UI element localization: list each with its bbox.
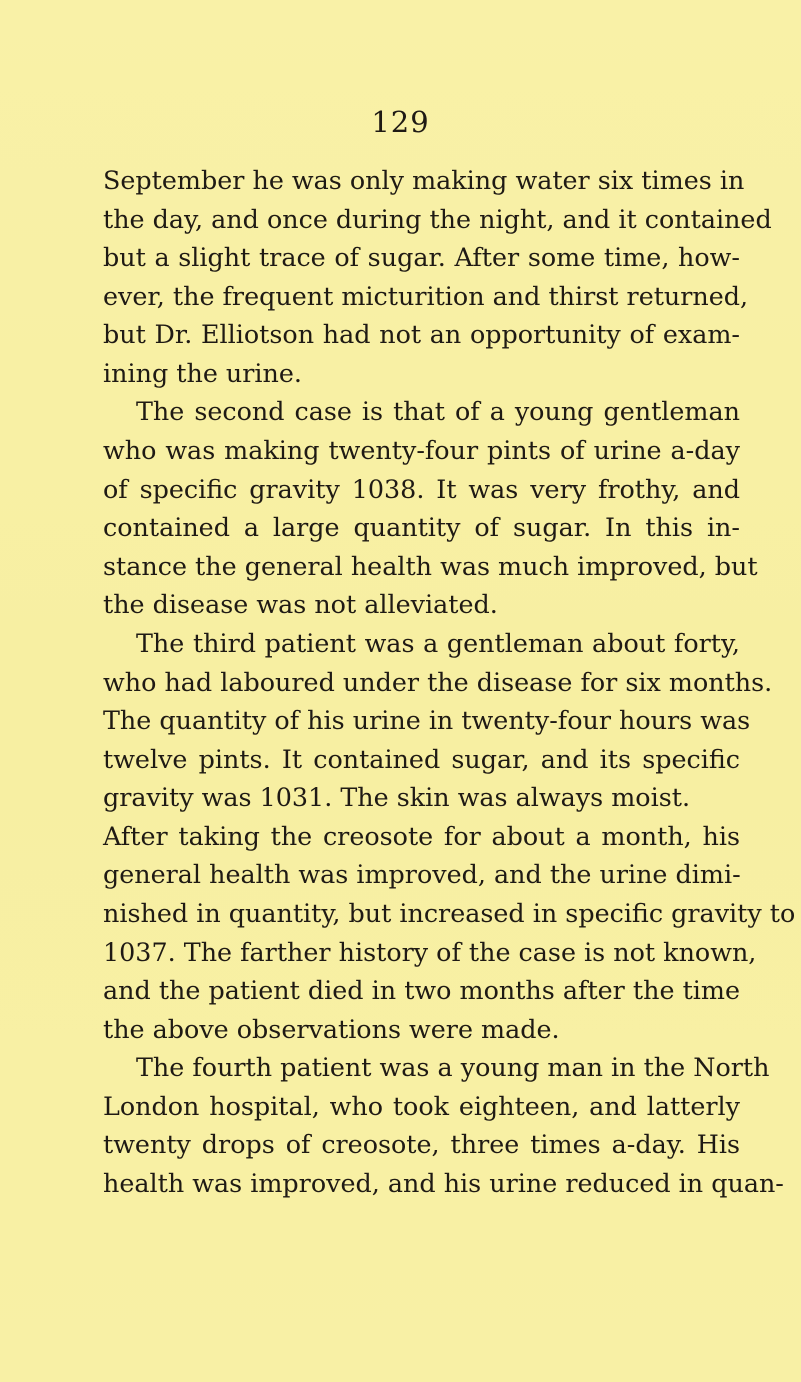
- text-line: gravity was 1031. The skin was always moist.: [103, 782, 691, 813]
- paragraph-start-line: The fourth patient was a young man in the North: [136, 1052, 770, 1083]
- text-line: ining the urine.: [103, 357, 302, 388]
- text-line: 1037. The farther history of the case is not known,: [103, 936, 757, 967]
- text-line: After taking the creosote for about a month, his: [103, 820, 740, 851]
- text-line: twelve pints. It contained sugar, and its specific: [103, 743, 740, 774]
- text-line: London hospital, who took eighteen, and latterly: [103, 1090, 740, 1121]
- text-line: of specific gravity 1038. It was very frothy, and: [103, 473, 740, 504]
- text-line: the above observations were made.: [103, 1013, 560, 1044]
- text-line: but a slight trace of sugar. After some time, how-: [103, 242, 740, 273]
- body-text: [103, 161, 796, 1203]
- text-line: twenty drops of creosote, three times a-day. His: [103, 1129, 740, 1160]
- text-line: ever, the frequent micturition and thirst returned,: [103, 280, 749, 311]
- text-line: September he was only making water six times in: [103, 165, 745, 195]
- text-line: the day, and once during the night, and it contained: [103, 203, 772, 234]
- text-line: contained a large quantity of sugar. In this in-: [103, 512, 740, 543]
- text-line: general health was improved, and the urine dimi-: [103, 859, 741, 890]
- page-number: 129: [371, 105, 430, 139]
- paragraph-start-line: The second case is that of a young gentleman: [136, 396, 740, 427]
- text-line: stance the general health was much improved, but: [103, 550, 758, 581]
- paragraph-start-line: The third patient was a gentleman about forty,: [136, 627, 740, 658]
- text-line: The quantity of his urine in twenty-four hours was: [103, 705, 751, 736]
- text-line: health was improved, and his urine reduced in quan-: [103, 1168, 784, 1199]
- text-line: nished in quantity, but increased in specific gravity to: [103, 897, 796, 928]
- text-line: the disease was not alleviated.: [103, 589, 498, 620]
- text-line: and the patient died in two months after the time: [103, 975, 740, 1006]
- text-line: but Dr. Elliotson had not an opportunity of exam-: [103, 319, 740, 350]
- text-line: who was making twenty-four pints of urine a-day: [103, 435, 740, 466]
- text-line: who had laboured under the disease for six months.: [103, 666, 773, 697]
